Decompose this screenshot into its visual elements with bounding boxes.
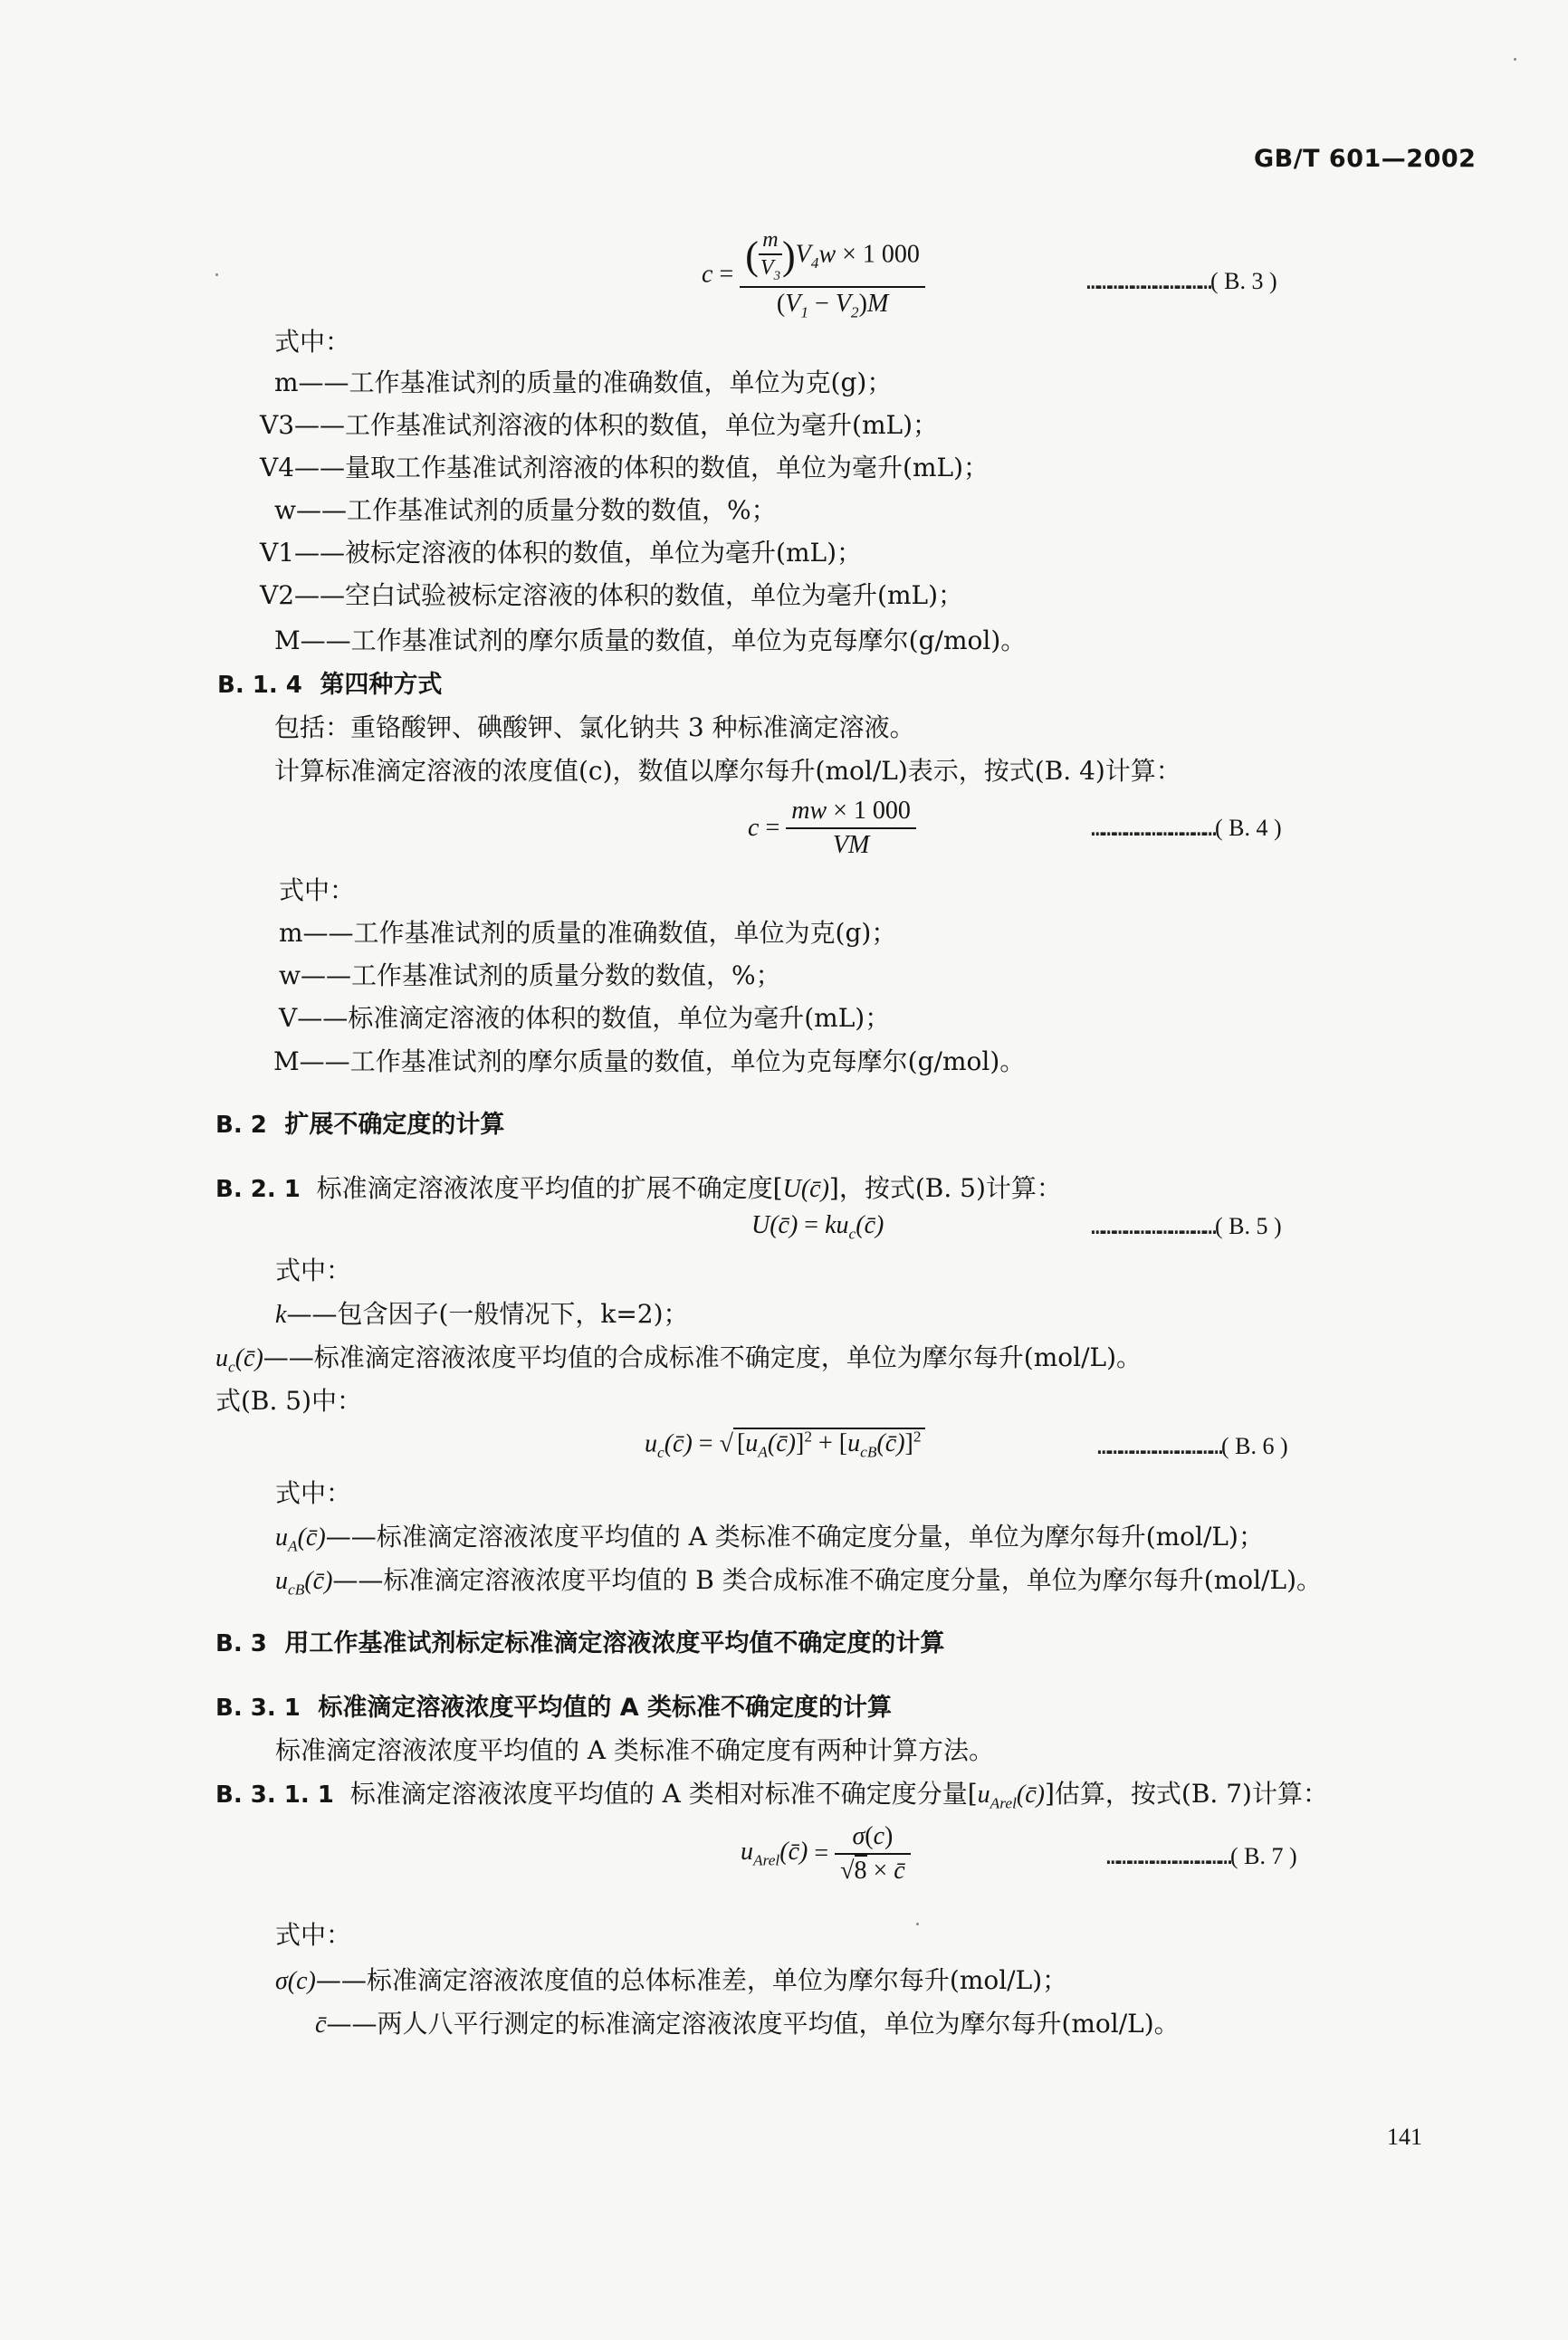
var-uc: $u_c(c̄)——$标准滴定溶液浓度平均值的合成标准不确定度，单位为摩尔每升(mol/L)。 bbox=[215, 1342, 1143, 1376]
eq-b7-leader: ……………………………( B. 7 ) bbox=[1106, 1843, 1297, 1869]
var-ucb: $u_{cB}(c̄)——$标准滴定溶液浓度平均值的 B 类合成标准不确定度分量，单位为摩尔每升(mol/L)。 bbox=[275, 1565, 1323, 1599]
where-label: 式中： bbox=[279, 875, 356, 905]
var-sigma: σ(c)——标准滴定溶液浓度值的总体标准差，单位为摩尔每升(mol/L)； bbox=[275, 1965, 1068, 1995]
equation-b5: U(c̄) = $ku_c(c̄)$ bbox=[751, 1211, 884, 1243]
page-number: 141 bbox=[1387, 2124, 1422, 2150]
var-k: k——包含因子(一般情况下，k=2)； bbox=[275, 1299, 689, 1329]
eq-b3-leader: ……………………………( B. 3 ) bbox=[1086, 268, 1277, 294]
var-ua: $u_A(c̄)——$标准滴定溶液浓度平均值的 A 类标准不确定度分量，单位为摩尔每升(mol/L)； bbox=[275, 1522, 1264, 1555]
var-v1-b3: V1——被标定溶液的体积的数值，单位为毫升(mL)； bbox=[260, 538, 863, 568]
equation-b7: $u_{Arel}(c̄)$ = $\frac{\sigma(c)}{√8 \times c̄}$ bbox=[741, 1822, 911, 1886]
section-b14-heading: B. 1. 4 第四种方式 bbox=[217, 671, 443, 699]
b31-paragraph: 标准滴定溶液浓度平均值的 A 类标准不确定度有两种计算方法。 bbox=[275, 1735, 995, 1765]
eq-b6-leader: ……………………………( B. 6 ) bbox=[1097, 1433, 1288, 1459]
var-v3-b3: V3——工作基准试剂溶液的体积的数值，单位为毫升(mL)； bbox=[260, 410, 939, 440]
section-b311-paragraph: B. 3. 1. 1 标准滴定溶液浓度平均值的 A 类相对标准不确定度分量$[u_{Arel}(c̄)]$估算，按式(B. 7)计算： bbox=[215, 1779, 1328, 1812]
b14-paragraph-1: 包括：重铬酸钾、碘酸钾、氯化钠共 3 种标准滴定溶液。 bbox=[274, 712, 915, 742]
section-b3-heading: B. 3 用工作基准试剂标定标准滴定溶液浓度平均值不确定度的计算 bbox=[215, 1629, 945, 1657]
var-w-b3: w——工作基准试剂的质量分数的数值，%； bbox=[274, 495, 777, 525]
var-v4-b3: V4——量取工作基准试剂溶液的体积的数值，单位为毫升(mL)； bbox=[260, 453, 990, 482]
where-b5-label: 式(B. 5)中： bbox=[215, 1386, 363, 1416]
standard-header: GB/T 601—2002 bbox=[1254, 145, 1477, 173]
section-b21-paragraph: B. 2. 1 标准滴定溶液浓度平均值的扩展不确定度[U(c̄)]，按式(B. 5)计算： bbox=[215, 1173, 1062, 1203]
scan-speck bbox=[1514, 58, 1516, 61]
where-label: 式中： bbox=[275, 1478, 352, 1508]
scan-speck bbox=[916, 1923, 919, 1925]
equation-b4: c = $\frac{mw \times 1 000}{VM}$ bbox=[748, 797, 916, 860]
section-b31-heading: B. 3. 1 标准滴定溶液浓度平均值的 A 类标准不确定度的计算 bbox=[215, 1694, 893, 1722]
var-m-b4: m——工作基准试剂的质量的准确数值，单位为克(g)； bbox=[279, 918, 897, 948]
scan-speck bbox=[215, 273, 218, 276]
where-label: 式中： bbox=[274, 327, 351, 357]
equation-b3: c = ( $\frac{m}{V_3}$ )$V_4w \times 1$ 000 $(V_1 - V_2)M$ bbox=[702, 228, 925, 321]
where-label: 式中： bbox=[275, 1920, 352, 1950]
var-v2-b3: V2——空白试验被标定溶液的体积的数值，单位为毫升(mL)； bbox=[260, 580, 964, 610]
var-cbar: c̄——两人八平行测定的标准滴定溶液浓度平均值，单位为摩尔每升(mol/L)。 bbox=[315, 2009, 1180, 2039]
var-M-b3: M——工作基准试剂的摩尔质量的数值，单位为克每摩尔(g/mol)。 bbox=[274, 626, 1027, 655]
var-V-b4: V——标准滴定溶液的体积的数值，单位为毫升(mL)； bbox=[279, 1003, 891, 1033]
var-w-b4: w——工作基准试剂的质量分数的数值，%； bbox=[279, 960, 781, 990]
eq-b5-leader: ……………………………( B. 5 ) bbox=[1091, 1213, 1282, 1239]
equation-b6: $u_c(c̄)$ = √ $[u_A(c̄)]^2$ + $[u_{cB}(c̄)]^2$ bbox=[645, 1428, 925, 1462]
where-label: 式中： bbox=[275, 1256, 352, 1285]
var-M-b4: M——工作基准试剂的摩尔质量的数值，单位为克每摩尔(g/mol)。 bbox=[273, 1046, 1026, 1076]
eq-b4-leader: ……………………………( B. 4 ) bbox=[1091, 815, 1282, 841]
var-m-b3: m——工作基准试剂的质量的准确数值，单位为克(g)； bbox=[274, 368, 893, 397]
section-b2-heading: B. 2 扩展不确定度的计算 bbox=[215, 1111, 505, 1139]
b14-paragraph-2: 计算标准滴定溶液的浓度值(c)，数值以摩尔每升(mol/L)表示，按式(B. 4)计算： bbox=[274, 756, 1181, 786]
